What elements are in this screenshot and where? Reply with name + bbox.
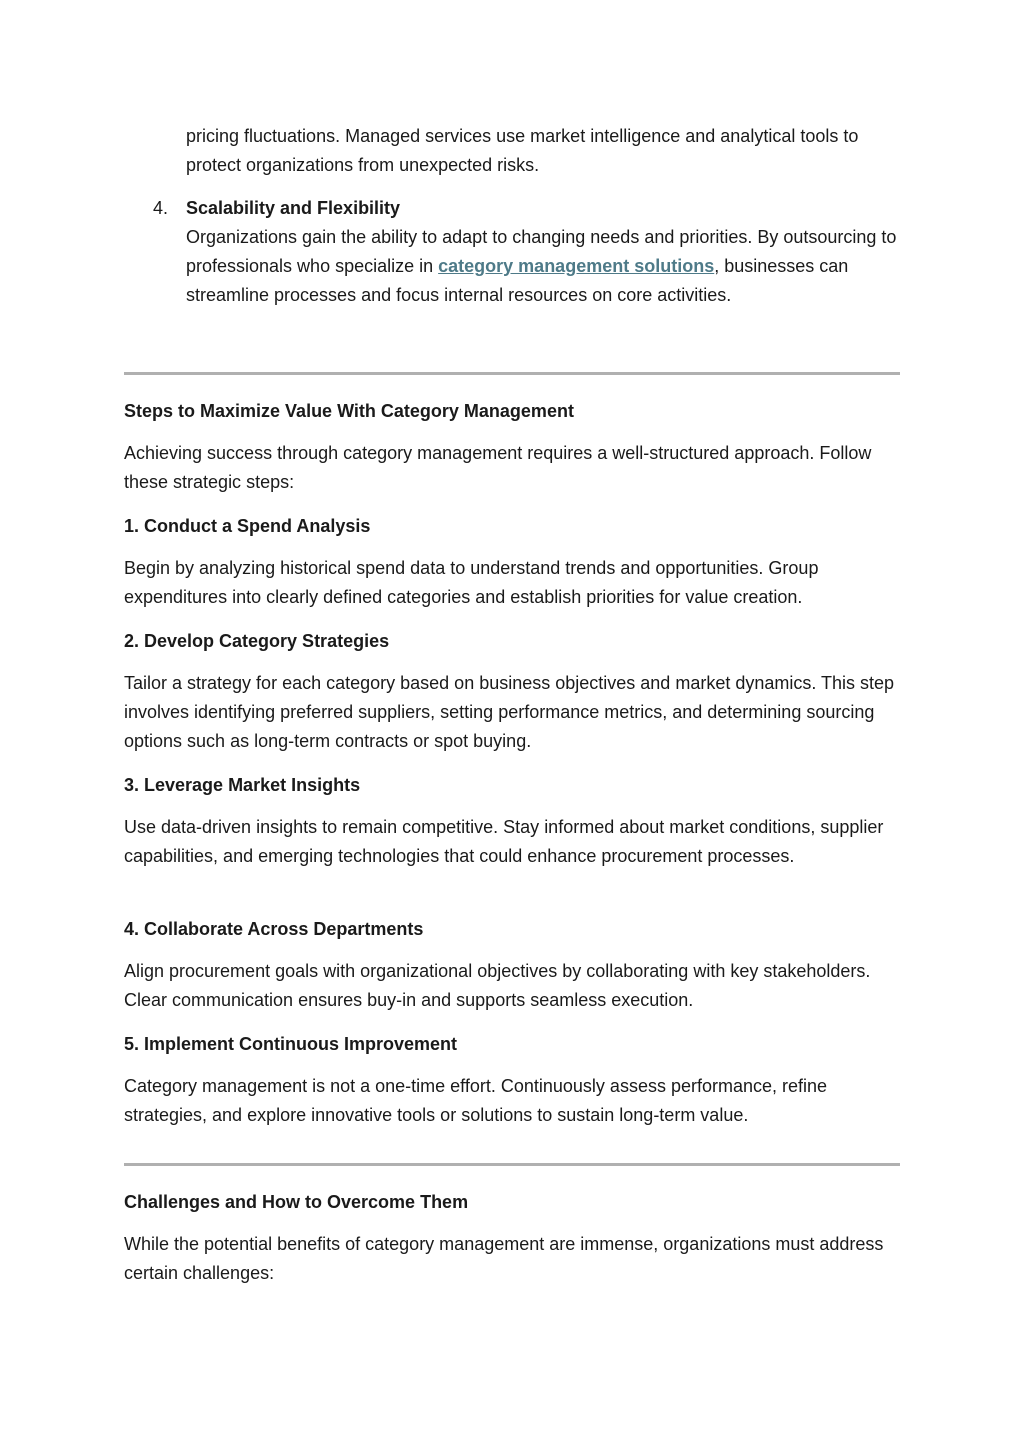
step-title: 1. Conduct a Spend Analysis bbox=[124, 516, 371, 536]
category-management-link[interactable]: category management solutions bbox=[438, 256, 715, 276]
step-body: Align procurement goals with organizational objectives by collaborating with key stakeholders. Clear communication ensures buy-in and supports seamless execution. bbox=[124, 961, 871, 1010]
section-intro-steps: Achieving success through category management requires a well-structured approach. Follow these strategic steps: bbox=[124, 443, 872, 492]
step-body: Use data-driven insights to remain competitive. Stay informed about market conditions, supplier capabilities, and emerging technologies that could enhance procurement processes. bbox=[124, 817, 884, 866]
list-item-title: Scalability and Flexibility bbox=[186, 198, 401, 218]
section-heading-challenges: Challenges and How to Overcome Them bbox=[124, 1192, 469, 1212]
step-title: 2. Develop Category Strategies bbox=[124, 631, 390, 651]
list-item-text-after: , businesses can streamline processes and focus internal resources on core activities. bbox=[186, 256, 849, 305]
section-intro-challenges: While the potential benefits of category management are immense, organizations must address certain challenges: bbox=[124, 1234, 884, 1283]
step-title: 5. Implement Continuous Improvement bbox=[124, 1034, 458, 1054]
section-heading-steps: Steps to Maximize Value With Category Management bbox=[124, 401, 574, 421]
step-body: Category management is not a one-time effort. Continuously assess performance, refine strategies, and explore innovative tools or solutions to sustain long-term value. bbox=[124, 1076, 828, 1125]
horizontal-divider bbox=[124, 372, 900, 375]
step-body: Tailor a strategy for each category based on business objectives and market dynamics. This step involves identifying preferred suppliers, setting performance metrics, and determining sourcing options such as long-term contracts or spot buying. bbox=[124, 673, 895, 751]
step-body: Begin by analyzing historical spend data to understand trends and opportunities. Group expenditures into clearly defined categories and establish priorities for value creation. bbox=[124, 558, 819, 607]
step-title: 4. Collaborate Across Departments bbox=[124, 919, 424, 939]
list-number: 4. bbox=[153, 198, 169, 218]
paragraph-intro-tail: pricing fluctuations. Managed services use market intelligence and analytical tools to protect organizations from unexpected risks. bbox=[186, 126, 859, 175]
list-item-text-before: Organizations gain the ability to adapt to changing needs and priorities. By outsourcing to professionals who specialize in bbox=[186, 227, 897, 276]
horizontal-divider bbox=[124, 1163, 900, 1166]
list-item-body bbox=[186, 223, 902, 310]
step-title: 3. Leverage Market Insights bbox=[124, 775, 361, 795]
